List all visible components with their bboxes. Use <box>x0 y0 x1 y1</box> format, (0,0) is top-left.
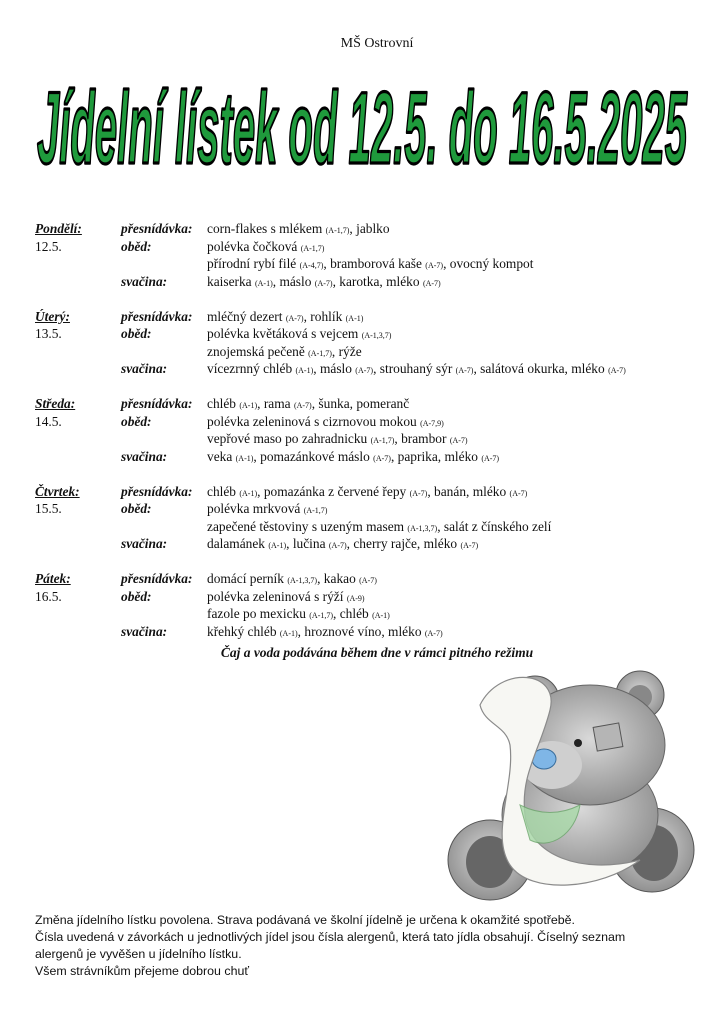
day-block <box>35 570 715 640</box>
food-text: fazole po mexicku <box>207 606 310 621</box>
menu-row <box>35 430 715 448</box>
allergen-code: (A-1) <box>345 313 364 323</box>
allergen-code: (A-1) <box>372 611 390 620</box>
title-text: Jídelní lístek od 12.5. do 16.5.2025 <box>36 72 688 187</box>
allergen-code: (A-1,3,7) <box>361 331 392 340</box>
meal-label: svačina: <box>121 361 168 376</box>
day-name: Úterý: <box>35 308 70 324</box>
allergen-code: (A-7) <box>314 278 333 288</box>
allergen-code: (A-1) <box>239 488 258 498</box>
allergen-code: (A-7) <box>359 576 377 585</box>
meal-label: svačina: <box>121 623 168 639</box>
food-text: polévka zeleninová s rýží <box>207 588 347 604</box>
menu-row <box>35 500 715 518</box>
allergen-code: (A-1,3,7) <box>287 576 318 585</box>
food-text: chléb <box>207 483 240 499</box>
food-text: vícezrnný chléb <box>207 361 296 376</box>
allergen-code: (A-7) <box>285 313 304 323</box>
allergen-code: (A-9) <box>346 593 365 603</box>
meal-label: svačina: <box>121 448 168 464</box>
meal-label: přesnídávka: <box>121 396 193 411</box>
food-text: polévka zeleninová s cizrnovou mokou <box>207 413 421 429</box>
allergen-code: (A-7) <box>481 453 500 463</box>
allergen-code: (A-1) <box>279 628 298 638</box>
allergen-code: (A-1,7) <box>370 436 395 445</box>
allergen-code: (A-7) <box>355 366 374 375</box>
meal-label: svačina: <box>121 273 168 289</box>
meal-items <box>207 360 626 380</box>
food-text: , chléb <box>333 606 373 621</box>
menu-row <box>35 448 715 466</box>
food-text: , brambor <box>394 431 450 446</box>
menu-row <box>35 570 715 588</box>
allergen-code: (A-7) <box>449 436 468 445</box>
day-block <box>35 308 715 378</box>
footer-line: Změna jídelního lístku povolena. Strava podávaná ve školní jídelně je určena k okamžité spotřebě. <box>35 913 575 927</box>
food-text: polévka čočková <box>207 238 301 254</box>
food-text: , paprika, mléko <box>390 448 482 464</box>
menu-row <box>35 395 715 413</box>
food-text: přírodní rybí filé <box>207 256 300 271</box>
day-name: Pondělí: <box>35 221 82 236</box>
meal-label: přesnídávka: <box>121 221 193 236</box>
allergen-code: (A-7) <box>293 401 312 410</box>
day-name: Čtvrtek: <box>35 483 80 499</box>
meal-items <box>207 623 443 643</box>
footer-line: Čísla uvedená v závorkách u jednotlivých jídel jsou čísla alergenů, která tato jídla obsahují. Číselný seznam <box>35 930 626 944</box>
menu-row <box>35 535 715 553</box>
food-text: veka <box>207 448 236 464</box>
day-name: Středa: <box>35 396 76 411</box>
meal-label: oběd: <box>121 413 152 429</box>
food-text: chléb <box>207 396 240 411</box>
menu-row <box>35 413 715 431</box>
day-date: 16.5. <box>35 588 62 604</box>
food-text: polévka květáková s vejcem <box>207 326 362 341</box>
food-text: znojemská pečeně <box>207 343 309 359</box>
allergen-code: (A-1) <box>254 278 273 288</box>
food-text: , ovocný kompot <box>443 256 534 271</box>
meal-label: přesnídávka: <box>121 483 193 499</box>
allergen-code: (A-7,9) <box>420 418 444 428</box>
food-text: , jablko <box>349 221 390 236</box>
food-text: zapečené těstoviny s uzeným masem <box>207 518 408 534</box>
food-text: , pomazánkové máslo <box>253 448 374 464</box>
meal-label: přesnídávka: <box>121 571 193 586</box>
menu-row <box>35 518 715 536</box>
teddy-bear-illustration <box>440 665 710 910</box>
food-text: domácí perník <box>207 571 288 586</box>
allergen-code: (A-7) <box>424 628 443 638</box>
meal-label: oběd: <box>121 501 152 516</box>
food-text: , rohlík <box>303 308 346 324</box>
day-block <box>35 395 715 465</box>
allergen-code: (A-7) <box>608 366 626 375</box>
drinks-note: Čaj a voda podávána během dne v rámci pitného režimu <box>220 645 534 660</box>
day-block <box>35 483 715 553</box>
food-text: mléčný dezert <box>207 308 286 324</box>
allergen-code: (A-7) <box>455 366 474 375</box>
footer-line: Všem strávníkům přejeme dobrou chuť <box>35 964 250 978</box>
menu-row <box>35 483 715 501</box>
allergen-code: (A-1,3,7) <box>407 523 438 533</box>
allergen-code: (A-7) <box>460 541 479 550</box>
food-text: , salát z čínského zelí <box>437 518 552 534</box>
meal-items <box>207 448 499 468</box>
food-text: , šunka, pomeranč <box>311 396 410 411</box>
food-text: , máslo <box>313 361 356 376</box>
food-text: , karotka, mléko <box>332 273 423 289</box>
menu-row <box>35 255 715 273</box>
food-text: , pomazánka z červené řepy <box>257 483 410 499</box>
day-date: 14.5. <box>35 413 62 429</box>
food-text: , hroznové víno, mléko <box>297 623 425 639</box>
allergen-code: (A-1,7) <box>308 348 332 358</box>
meal-items <box>207 273 441 293</box>
footer-line: alergenů je vyvěšen u jídelního lístku. <box>35 947 242 961</box>
menu-row <box>35 220 715 238</box>
meal-label: oběd: <box>121 588 152 604</box>
title-wordart <box>30 72 694 192</box>
menu-row <box>35 238 715 256</box>
day-name: Pátek: <box>35 571 71 586</box>
allergen-code: (A-4,7) <box>299 261 324 270</box>
allergen-code: (A-7) <box>328 541 347 550</box>
food-text: , rýže <box>331 343 362 359</box>
menu-row <box>35 273 715 291</box>
food-text: corn-flakes s mlékem <box>207 221 326 236</box>
food-text: křehký chléb <box>207 623 280 639</box>
allergen-code: (A-1) <box>295 366 314 375</box>
menu-row <box>35 325 715 343</box>
allergen-code: (A-1,7) <box>309 611 334 620</box>
menu-row <box>35 588 715 606</box>
allergen-code: (A-7) <box>509 488 528 498</box>
allergen-code: (A-1,7) <box>325 226 350 235</box>
day-date: 12.5. <box>35 238 62 254</box>
allergen-code: (A-7) <box>409 488 428 498</box>
food-text: , salátová okurka, mléko <box>473 361 609 376</box>
allergen-code: (A-1,7) <box>303 506 328 515</box>
food-text: , rama <box>257 396 294 411</box>
food-text: dalamánek <box>207 536 269 551</box>
meal-label: oběd: <box>121 326 152 341</box>
allergen-code: (A-7) <box>425 261 444 270</box>
menu-row <box>35 308 715 326</box>
menu-row <box>35 360 715 378</box>
menu-row <box>35 605 715 623</box>
meal-label: oběd: <box>121 238 152 254</box>
footer-notice <box>35 912 685 980</box>
menu-row <box>35 623 715 641</box>
day-block <box>35 220 715 290</box>
menu-row <box>35 343 715 361</box>
food-text: , banán, mléko <box>427 483 510 499</box>
allergen-code: (A-7) <box>422 278 441 288</box>
allergen-code: (A-1) <box>239 401 258 410</box>
meal-items <box>207 535 478 555</box>
food-text: , lučina <box>286 536 329 551</box>
food-text: polévka mrkvová <box>207 501 304 516</box>
food-text: vepřové maso po zahradnicku <box>207 431 371 446</box>
allergen-code: (A-1) <box>268 541 287 550</box>
allergen-code: (A-1) <box>235 453 254 463</box>
school-name: MŠ Ostrovní <box>340 36 414 51</box>
food-text: , strouhaný sýr <box>373 361 456 376</box>
menu-title <box>30 72 694 192</box>
allergen-code: (A-7) <box>373 453 391 463</box>
weekly-menu <box>35 220 715 658</box>
day-date: 13.5. <box>35 326 62 341</box>
food-text: , máslo <box>272 273 315 289</box>
food-text: , bramborová kaše <box>323 256 426 271</box>
meal-label: přesnídávka: <box>121 308 193 324</box>
allergen-code: (A-1,7) <box>300 243 325 253</box>
day-date: 15.5. <box>35 501 62 516</box>
food-text: kaiserka <box>207 273 255 289</box>
food-text: , kakao <box>317 571 360 586</box>
food-text: , cherry rajče, mléko <box>346 536 461 551</box>
meal-label: svačina: <box>121 536 168 551</box>
